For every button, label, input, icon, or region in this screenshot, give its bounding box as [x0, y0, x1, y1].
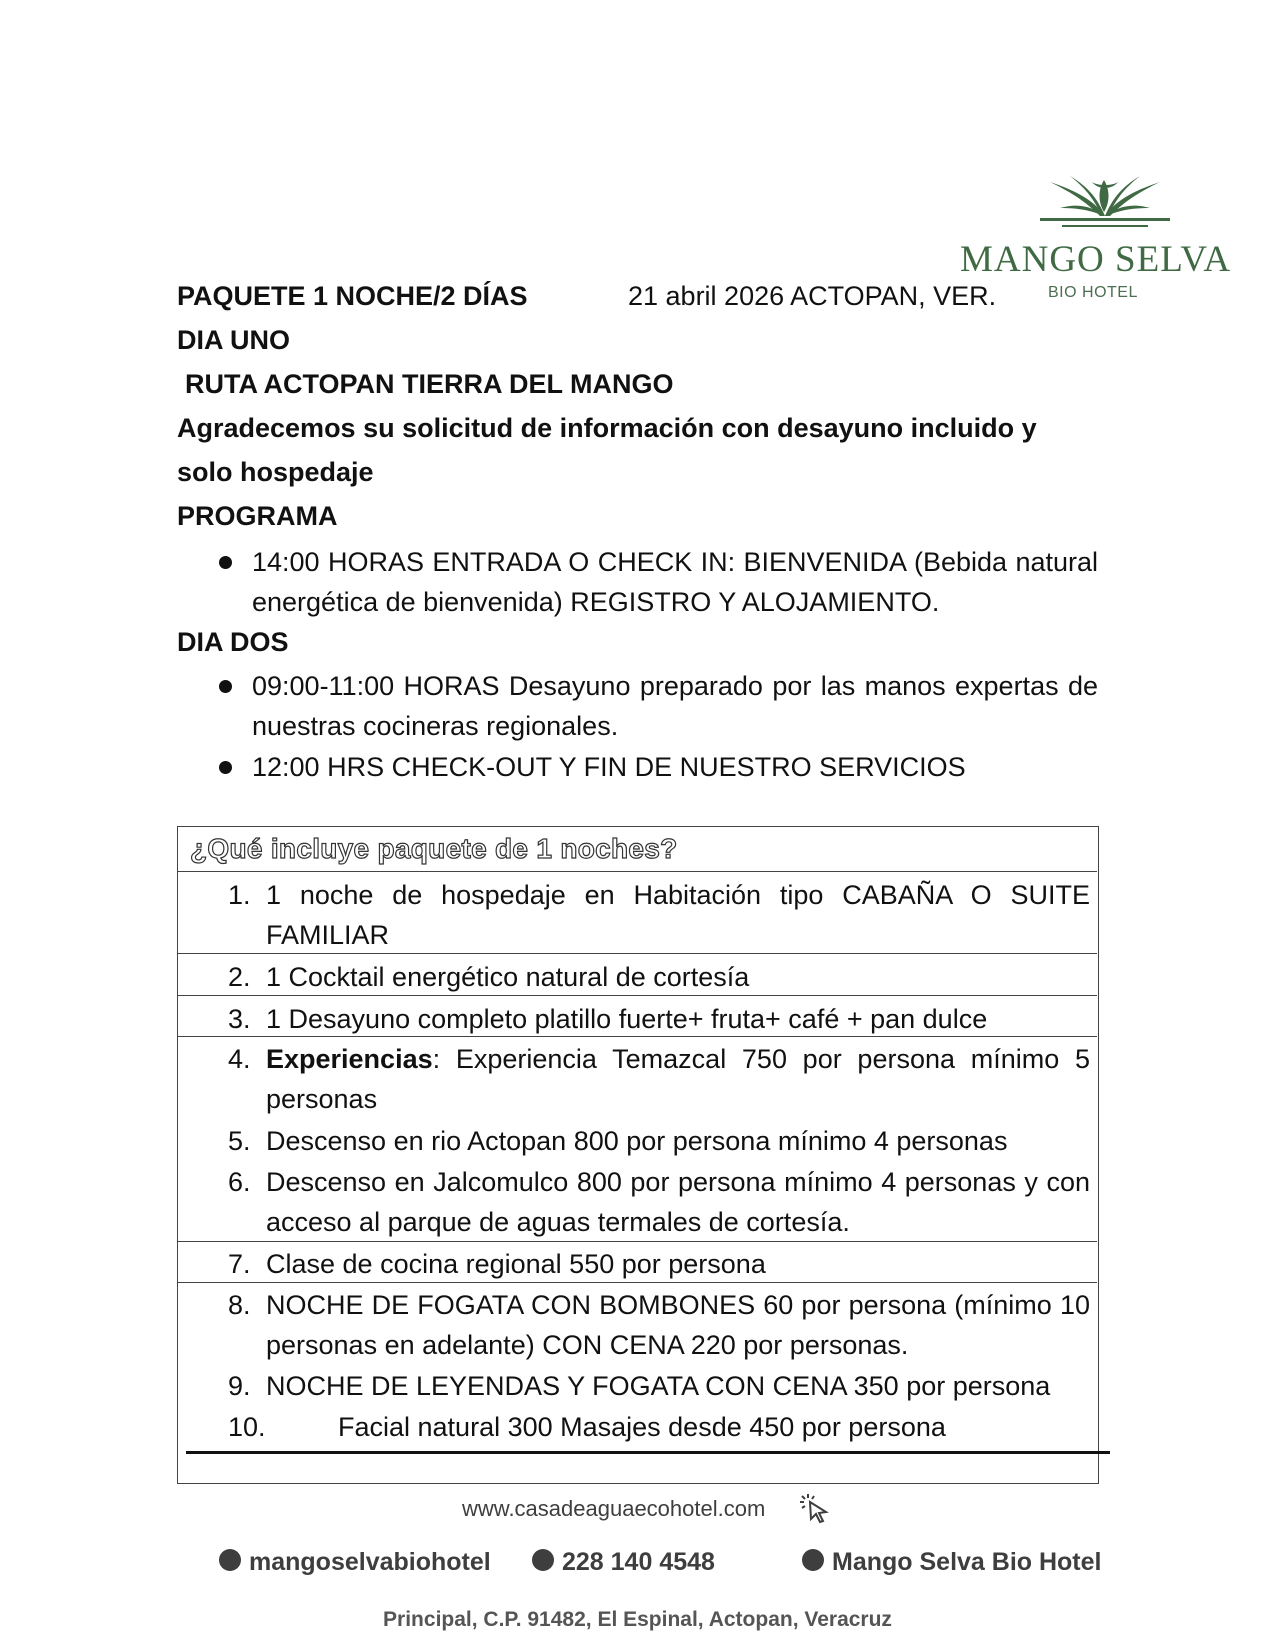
- item-text: [266, 1039, 1090, 1119]
- program-heading: PROGRAMA: [177, 501, 338, 531]
- cursor-click-icon: [798, 1492, 834, 1524]
- includes-table-header: ¿Qué incluye paquete de 1 noches?: [190, 833, 678, 864]
- day-one-item: 14:00 HORAS ENTRADA O CHECK IN: BIENVENIDA (Bebida natural energética de bienvenida) REGISTRO Y ALOJAMIENTO.: [252, 547, 1098, 617]
- table-row-divider: [178, 953, 1097, 954]
- bullet-icon: [219, 761, 227, 769]
- item-number: 6.: [228, 1167, 251, 1197]
- table-row-divider: [178, 1036, 1097, 1037]
- item-number: 1.: [228, 880, 251, 910]
- day-one-heading: DIA UNO: [177, 325, 290, 355]
- phone-link[interactable]: [532, 1548, 715, 1577]
- instagram-icon: [219, 1549, 241, 1571]
- route-heading: RUTA ACTOPAN TIERRA DEL MANGO: [185, 369, 674, 399]
- brand-subtitle: BIO HOTEL: [1048, 284, 1138, 301]
- item-text: Clase de cocina regional 550 por persona: [266, 1249, 766, 1279]
- website-link[interactable]: www.casadeaguaecohotel.com: [462, 1496, 766, 1521]
- day-two-item: 09:00-11:00 HORAS Desayuno preparado por las manos expertas de nuestras cocineras regionales.: [252, 671, 1098, 741]
- palm-leaf-icon: [1040, 172, 1170, 232]
- item-text: Facial natural 300 Masajes desde 450 por persona: [338, 1412, 946, 1442]
- item-number: 4.: [228, 1044, 251, 1074]
- item-number: 10.: [228, 1412, 266, 1442]
- day-two-item: 12:00 HRS CHECK-OUT Y FIN DE NUESTRO SERVICIOS: [252, 752, 966, 782]
- package-title: PAQUETE 1 NOCHE/2 DÍAS: [177, 281, 528, 311]
- item-text: 1 Desayuno completo platillo fuerte+ fruta+ café + pan dulce: [266, 1004, 988, 1034]
- item-text: Descenso en rio Actopan 800 por persona mínimo 4 personas: [266, 1126, 1008, 1156]
- item-text: NOCHE DE LEYENDAS Y FOGATA CON CENA 350 por persona: [266, 1371, 1051, 1401]
- hotel-logo: [960, 172, 1235, 312]
- bullet-icon: [219, 680, 227, 688]
- item-text: 1 noche de hospedaje en Habitación tipo CABAÑA O SUITE FAMILIAR: [266, 880, 1090, 950]
- table-row-divider: [178, 1282, 1097, 1283]
- brand-name: MANGO SELVA: [960, 239, 1232, 280]
- instagram-handle: mangoselvabiohotel: [249, 1548, 491, 1576]
- thanks-line-1: Agradecemos su solicitud de información con desayuno incluido y: [177, 413, 1037, 443]
- item-text: NOCHE DE FOGATA CON BOMBONES 60 por persona (mínimo 10 personas en adelante) CON CENA 220 por personas.: [266, 1290, 1090, 1360]
- item-number: 7.: [228, 1249, 251, 1279]
- date-location: 21 abril 2026 ACTOPAN, VER.: [628, 281, 997, 311]
- whatsapp-icon: [532, 1549, 554, 1571]
- address: Principal, C.P. 91482, El Espinal, Actopan, Veracruz: [383, 1608, 892, 1631]
- item-number: 8.: [228, 1290, 251, 1320]
- item-number: 3.: [228, 1004, 251, 1034]
- item-text: Descenso en Jalcomulco 800 por persona mínimo 4 personas y con acceso al parque de aguas termales de cortesía.: [266, 1167, 1090, 1237]
- item-number: 2.: [228, 962, 251, 992]
- item-text: 1 Cocktail energético natural de cortesía: [266, 962, 750, 992]
- item-number: 5.: [228, 1126, 251, 1156]
- thanks-line-2: solo hospedaje: [177, 457, 374, 487]
- includes-table: [177, 826, 1099, 1484]
- item-bold-label: Experiencias: [266, 1044, 433, 1074]
- instagram-link[interactable]: [219, 1548, 491, 1577]
- facebook-name: Mango Selva Bio Hotel: [832, 1548, 1102, 1576]
- phone-number: 228 140 4548: [562, 1548, 715, 1576]
- table-row-divider: [178, 1241, 1097, 1242]
- table-row-divider: [178, 995, 1097, 996]
- day-two-heading: DIA DOS: [177, 627, 289, 657]
- item-text-rest: : Experiencia Temazcal 750 por persona mínimo 5 personas: [266, 1044, 1090, 1114]
- facebook-icon: [802, 1549, 824, 1571]
- item-number: 9.: [228, 1371, 251, 1401]
- table-row-divider: [178, 871, 1097, 872]
- facebook-link[interactable]: [802, 1548, 1101, 1577]
- table-bottom-rule: [186, 1451, 1110, 1454]
- bullet-icon: [219, 556, 227, 564]
